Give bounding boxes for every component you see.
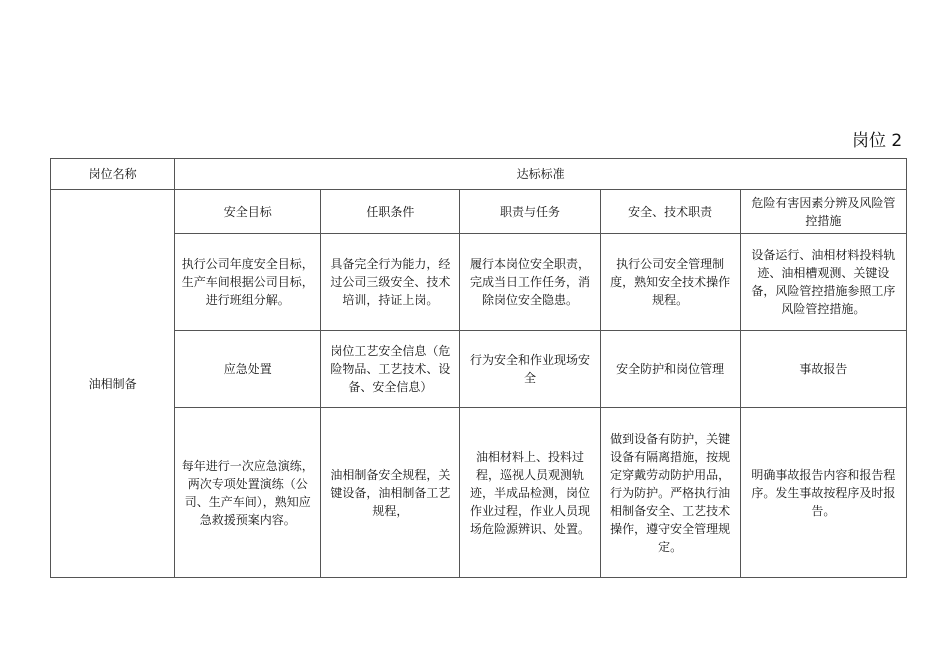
row2-header-cell: 行为安全和作业现场安全 [460, 331, 600, 408]
page-label: 岗位 2 [852, 131, 903, 151]
standards-table [50, 158, 907, 578]
row2-header-cell: 岗位工艺安全信息（危险物品、工艺技术、设备、安全信息） [321, 331, 460, 408]
table-header-row [51, 159, 907, 190]
standard-header: 达标标准 [175, 159, 907, 190]
table-row [51, 408, 907, 578]
row1-content-cell: 履行本岗位安全职责，完成当日工作任务，消除岗位安全隐患。 [460, 234, 600, 331]
row1-content-cell: 执行公司年度安全目标，生产车间根据公司目标，进行班组分解。 [175, 234, 321, 331]
row2-header-cell: 安全防护和岗位管理 [600, 331, 740, 408]
row2-content-cell: 做到设备有防护，关键设备有隔离措施，按规定穿戴劳动防护用品，行为防护。严格执行油相制备安全、工艺技术操作，遵守安全管理规定。 [600, 408, 740, 578]
row2-content-cell: 油相制备安全规程，关键设备，油相制备工艺规程， [321, 408, 460, 578]
table-row [51, 234, 907, 331]
table-row [51, 331, 907, 408]
row2-header-cell: 事故报告 [740, 331, 906, 408]
table-row [51, 190, 907, 234]
row2-header-cell: 应急处置 [175, 331, 321, 408]
row1-content-cell: 设备运行、油相材料投料轨迹、油相槽观测、关键设备，风险管控措施参照工序风险管控措施。 [740, 234, 906, 331]
row1-content-cell: 执行公司安全管理制度，熟知安全技术操作规程。 [600, 234, 740, 331]
row2-content-cell: 油相材料上、投料过程，巡视人员观测轨迹，半成品检测，岗位作业过程，作业人员现场危险源辨识、处置。 [460, 408, 600, 578]
row1-header-cell: 职责与任务 [460, 190, 600, 234]
row2-content-cell: 每年进行一次应急演练，两次专项处置演练（公司、生产车间），熟知应急救援预案内容。 [175, 408, 321, 578]
row2-content-cell: 明确事故报告内容和报告程序。发生事故按程序及时报告。 [740, 408, 906, 578]
row1-header-cell: 任职条件 [321, 190, 460, 234]
post-name-header: 岗位名称 [51, 159, 175, 190]
post-name-cell: 油相制备 [51, 190, 175, 578]
row1-header-cell: 安全目标 [175, 190, 321, 234]
row1-header-cell: 安全、技术职责 [600, 190, 740, 234]
row1-content-cell: 具备完全行为能力，经过公司三级安全、技术培训，持证上岗。 [321, 234, 460, 331]
row1-header-cell: 危险有害因素分辨及风险管控措施 [740, 190, 906, 234]
